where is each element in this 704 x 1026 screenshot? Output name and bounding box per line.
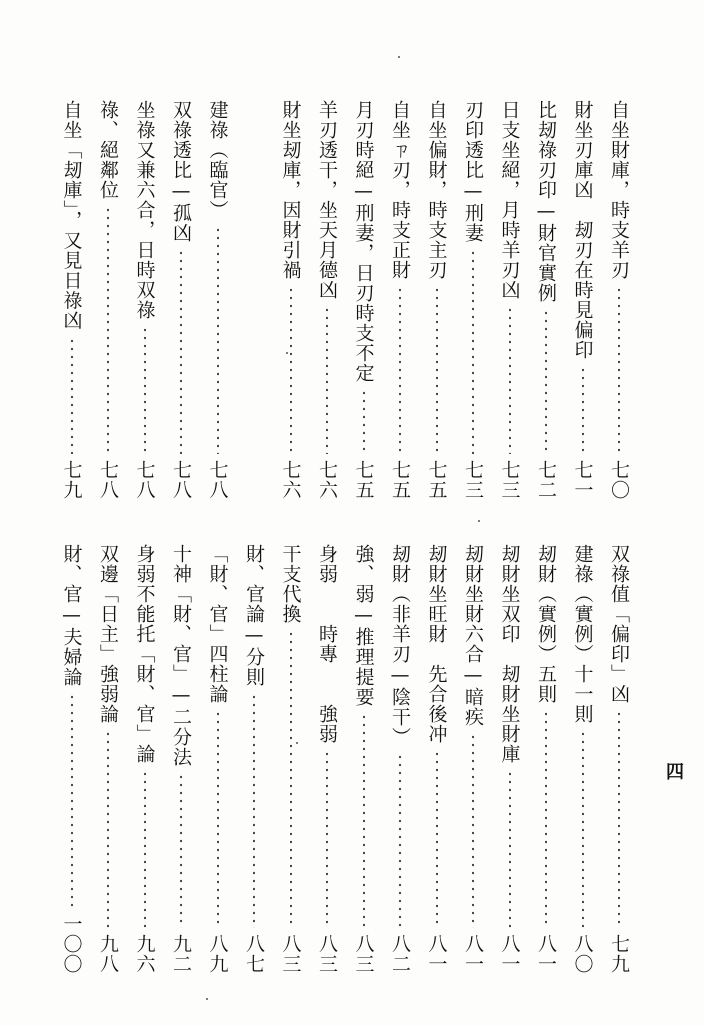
toc-entry-title: 身弱 時專 強弱 [316, 544, 338, 744]
dot-leader [290, 630, 292, 928]
dot-leader [363, 713, 365, 928]
toc-entry-title: 「財、官」四柱論 [206, 544, 229, 704]
toc-entry-title: 双邊「日主」強弱論 [97, 544, 119, 724]
dot-leader [399, 286, 401, 454]
toc-entry [422, 544, 452, 974]
toc-entry-title: 双祿值「偏印」凶 [608, 544, 630, 704]
dot-leader [180, 249, 182, 454]
dot-leader [436, 750, 438, 928]
dot-leader [618, 286, 620, 454]
toc-entry-page: 七六 [316, 460, 338, 500]
dot-leader [399, 753, 401, 928]
toc-entry-title: 羊刃透干，坐天月德凶 [316, 100, 338, 300]
toc-entry [385, 544, 415, 974]
toc-entry [130, 100, 160, 500]
toc-entry-page: 七五 [389, 460, 411, 500]
dot-leader [582, 730, 584, 928]
toc-entry-page: 七八 [206, 460, 229, 500]
toc-entry-page: 八〇 [571, 934, 594, 974]
scan-speck [296, 742, 298, 744]
toc-entry-title: 刼財坐財六合—暗疾 [462, 544, 484, 727]
dot-leader [618, 710, 620, 928]
dot-leader [472, 733, 474, 928]
toc-entry [57, 544, 87, 974]
dot-leader [217, 226, 219, 454]
dot-leader [436, 286, 438, 454]
toc-entry-page: 七二 [535, 460, 557, 500]
toc-entry [604, 544, 634, 974]
dot-leader [253, 693, 255, 928]
toc-entry [276, 544, 306, 974]
dot-leader [180, 773, 182, 928]
toc-entry-title: 坐祿又兼六合，日時双祿 [133, 100, 156, 320]
dot-leader [509, 306, 511, 454]
dot-leader [71, 693, 73, 908]
toc-entry [276, 100, 306, 500]
toc-entry-page: 八一 [535, 934, 557, 974]
toc-entry [93, 100, 123, 500]
toc-entry-title: 十神「財、官」—二分法 [170, 544, 192, 767]
toc-entry-page: 八三 [279, 934, 302, 974]
toc-entry-page: 一〇〇 [60, 914, 83, 974]
toc-entry-title: 建祿（臨官） [206, 100, 229, 220]
toc-entry [166, 544, 196, 974]
toc-entry [568, 100, 598, 500]
dot-leader [144, 326, 146, 454]
toc-entry-title: 刼財（非羊刃—陰干） [389, 544, 411, 747]
toc-entry [458, 544, 488, 974]
toc-entry [93, 544, 123, 974]
toc-entry-title: 財、官—夫婦論 [60, 544, 83, 687]
toc-entry [458, 100, 488, 500]
toc-entry-page: 九八 [97, 934, 119, 974]
dot-leader [509, 770, 511, 928]
toc-entry [495, 100, 525, 500]
toc-entry-page: 七八 [170, 460, 192, 500]
scan-speck [398, 56, 400, 58]
dot-leader [545, 309, 547, 454]
toc-entry [57, 100, 87, 500]
dot-leader [71, 337, 73, 455]
toc-gap [239, 100, 269, 500]
toc-entry [422, 100, 452, 500]
toc-entry-title: 刼財坐旺財 先合後冲 [425, 544, 448, 744]
toc-entry [203, 544, 233, 974]
toc-entry-title: 財、官論—分則 [243, 544, 265, 687]
toc-entry [239, 544, 269, 974]
toc-entry [312, 544, 342, 974]
toc-entry-title: 月刃時絕—刑妻，日刃時支不定 [352, 100, 375, 383]
toc-entry [385, 100, 415, 500]
toc-entry [203, 100, 233, 500]
toc-entry-page: 七〇 [608, 460, 630, 500]
toc-entry-page: 七六 [279, 460, 302, 500]
toc-entry-page: 七三 [462, 460, 484, 500]
toc-entry [604, 100, 634, 500]
toc-entry-page: 八一 [498, 934, 521, 974]
toc-entry-page: 九六 [133, 934, 156, 974]
toc-entry-page: 七一 [571, 460, 594, 500]
dot-leader [107, 206, 109, 454]
toc-entry [166, 100, 196, 500]
toc-entry-title: 祿、絕鄰位 [97, 100, 119, 200]
toc-entry-title: 自坐偏財，時支主刃 [425, 100, 448, 280]
toc-entry-page: 八三 [316, 934, 338, 974]
page-folio: 四 [663, 762, 684, 780]
toc-entry [349, 100, 379, 500]
toc-entry-page: 七八 [133, 460, 156, 500]
dot-leader [472, 249, 474, 454]
dot-leader [326, 306, 328, 454]
toc-entry-title: 自坐ㄗ刃，時支正財 [389, 100, 411, 280]
toc-entry-page: 八二 [389, 934, 411, 974]
toc-entry-page: 七八 [97, 460, 119, 500]
dot-leader [326, 750, 328, 928]
dot-leader [363, 389, 365, 454]
scan-speck [206, 998, 208, 1000]
toc-entry [495, 544, 525, 974]
toc-entry-title: 比刼祿刃印—財官實例 [535, 100, 557, 303]
dot-leader [582, 366, 584, 454]
toc-entry-page: 八一 [425, 934, 448, 974]
toc-entry-page: 九二 [170, 934, 192, 974]
toc-entry-page: 七三 [498, 460, 521, 500]
toc-entry-page: 七五 [425, 460, 448, 500]
toc-entry-title: 強、弱—推理提要 [352, 544, 375, 707]
toc-entry-title: 身弱不能托「財、官」論 [133, 544, 156, 764]
dot-leader [217, 710, 219, 928]
toc-entry-title: 刼財（實例）五則 [535, 544, 557, 704]
toc-entry [531, 544, 561, 974]
dot-leader [107, 730, 109, 928]
toc-entry-title: 自坐「刼庫」，又見日祿凶 [60, 100, 83, 331]
toc-entry-title: 自坐財庫，時支羊刃 [608, 100, 630, 280]
toc-entry [349, 544, 379, 974]
scan-speck [286, 352, 288, 354]
toc-entry-page: 七九 [60, 460, 83, 500]
dot-leader [545, 710, 547, 928]
toc-entry-page: 八一 [462, 934, 484, 974]
toc-entry-title: 財坐刼庫，因財引禍 [279, 100, 302, 280]
toc-entry-title: 双祿透比—孤凶 [170, 100, 192, 243]
toc-entry-title: 刼財坐双印 刼財坐財庫 [498, 544, 521, 764]
toc-entry-title: 日支坐絕，月時羊刃凶 [498, 100, 521, 300]
toc-entry-title: 刃印透比—刑妻 [462, 100, 484, 243]
toc-entry-page: 七五 [352, 460, 375, 500]
toc-entry [130, 544, 160, 974]
toc-entry [531, 100, 561, 500]
toc-entry-title: 財坐刃庫凶 刼刃在時見偏印 [571, 100, 594, 360]
dot-leader [144, 770, 146, 928]
toc-entry [568, 544, 598, 974]
toc-entry-page: 八七 [243, 934, 265, 974]
toc-entry [312, 100, 342, 500]
toc-entry-page: 八九 [206, 934, 229, 974]
dot-leader [290, 286, 292, 454]
toc-entry-title: 建祿（實例）十一則 [571, 544, 594, 724]
toc-entry-page: 七九 [608, 934, 630, 974]
toc-entry-page: 八三 [352, 934, 375, 974]
toc-entry-title: 干支代換 [279, 544, 302, 624]
scan-speck [478, 520, 480, 522]
